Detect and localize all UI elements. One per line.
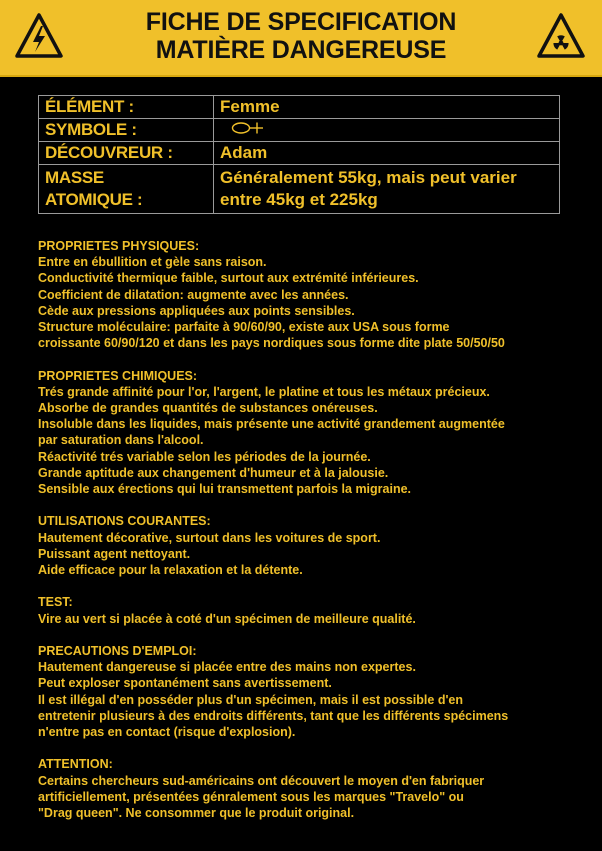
spec-value [214,165,560,214]
spec-row-element [39,96,560,119]
page-title [80,8,522,64]
section-line: Hautement dangereuse si placée entre des mains non expertes. [38,660,416,675]
section-line: entretenir plusieurs à des endroits différents, tant que les différents spécimens [38,708,509,723]
section-title: ATTENTION: [38,757,113,772]
section-warning [38,756,594,821]
spec-table [38,95,560,214]
spec-row-atomic-mass [39,165,560,214]
section-line: Hautement décorative, surtout dans les voitures de sport. [38,530,381,545]
section-physical-properties [38,238,594,351]
spec-value: Femme [214,96,560,119]
section-line: Entre en ébullition et gèle sans raison. [38,255,267,270]
page-title-line-2: MATIÈRE DANGEREUSE [155,36,447,64]
section-test [38,594,594,626]
spec-key-line-2: ATOMIQUE : [45,190,143,209]
section-title: UTILISATIONS COURANTES: [38,514,211,529]
section-line: Conductivité thermique faible, surtout aux extrémité inférieures. [38,271,419,286]
spec-row-symbol [39,119,560,142]
section-title: PROPRIETES CHIMIQUES: [38,368,198,383]
section-precautions [38,643,594,740]
spec-key: DÉCOUVREUR : [39,142,214,165]
spec-value-line-2: entre 45kg et 225kg [220,190,378,209]
section-line: Aide efficace pour la relaxation et la détente. [38,563,303,578]
section-line: Réactivité trés variable selon les périodes de la journée. [38,449,371,464]
section-chemical-properties [38,368,594,498]
section-line: Puissant agent nettoyant. [38,546,191,561]
specification-content [38,238,594,837]
spec-key-line-1: MASSE [45,168,104,187]
section-line: Coefficient de dilatation: augmente avec les années. [38,287,349,302]
spec-value-line-1: Généralement 55kg, mais peut varier [220,168,517,187]
section-title: PRECAUTIONS D'EMPLOI: [38,644,197,659]
radiation-warning-icon [536,12,586,60]
section-line: Il est illégal d'en posséder plus d'un spécimen, mais il est possible d'en [38,692,464,707]
section-line: Insoluble dans les liquides, mais présente une activité grandement augmentée [38,417,505,432]
section-line: Structure moléculaire: parfaite à 90/60/90, existe aux USA sous forme [38,320,450,335]
page-title-line-1: FICHE DE SPECIFICATION [145,8,457,36]
section-title: PROPRIETES PHYSIQUES: [38,239,200,253]
female-symbol-icon [220,120,270,140]
spec-row-discoverer [39,142,560,165]
spec-key [39,165,214,214]
spec-key: SYMBOLE : [39,119,214,142]
section-line: par saturation dans l'alcool. [38,433,204,448]
section-line: "Drag queen". Ne consommer que le produit original. [38,806,355,821]
high-voltage-warning-icon [14,12,64,60]
section-title: TEST: [38,595,73,610]
spec-key: ÉLÉMENT : [39,96,214,119]
section-line: artificiellement, présentées génralement sous les marques "Travelo" ou [38,789,464,804]
spec-value: Adam [214,142,560,165]
section-line: Trés grande affinité pour l'or, l'argent, le platine et tous les métaux précieux. [38,384,490,399]
section-line: croissante 60/90/120 et dans les pays nordiques sous forme dite plate 50/50/50 [38,336,505,351]
section-line: Grande aptitude aux changement d'humeur et à la jalousie. [38,465,389,480]
section-line: Vire au vert si placée à coté d'un spécimen de meilleure qualité. [38,611,416,626]
section-line: Cède aux pressions appliquées aux points sensibles. [38,303,355,318]
section-line: Certains chercheurs sud-américains ont découvert le moyen d'en fabriquer [38,773,485,788]
section-line: Sensible aux érections qui lui transmettent parfois la migraine. [38,482,412,497]
section-line: Absorbe de grandes quantités de substances onéreuses. [38,401,378,416]
title-banner [0,0,602,77]
section-line: Peut exploser spontanément sans avertissement. [38,676,332,691]
section-line: n'entre pas en contact (risque d'explosion). [38,725,296,740]
section-common-uses [38,513,594,578]
spec-value [214,119,560,142]
